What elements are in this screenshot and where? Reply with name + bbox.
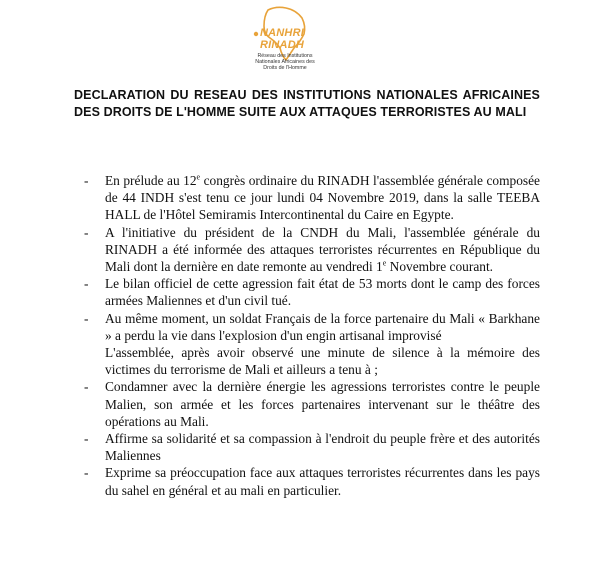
- list-item: [84, 378, 540, 430]
- list-bullet: -: [84, 379, 89, 395]
- list-bullet: -: [84, 431, 89, 447]
- list-item-text: Exprime sa préoccupation face aux attaques terroristes récurrentes dans les pays du sahel en général et au mali en particulier.: [105, 465, 540, 498]
- logo-name-rinadh: RINADH: [260, 39, 304, 51]
- list-item-text: En prélude au 12: [105, 173, 197, 188]
- list-bullet: -: [84, 465, 89, 481]
- list-item-text: A l'initiative du président de la CNDH du Mali, l'assemblée générale du RINADH a été informée des attaques terroristes récurrentes en République du Mali dont la dernière en date remonte au vendredi 1: [105, 224, 540, 275]
- list-paragraph: [84, 344, 540, 378]
- list-item-text: Au même moment, un soldat Français de la force partenaire du Mali « Barkhane » a perdu la vie dans l'explosion d'un engin artisanal improvisé: [105, 310, 540, 343]
- logo-name-nanhri: NANHRI: [260, 27, 304, 39]
- list-item-text: congrès ordinaire du RINADH l'assemblée générale composée de 44 INDH s'est tenu ce jour lundi 04 Novembre 2019, dans la salle TEEBA HALL de l'Hôtel Semiramis Intercontinental du Caire en Egypte.: [105, 173, 540, 223]
- list-item: [84, 172, 540, 224]
- list-item: [84, 275, 540, 309]
- list-item: [84, 224, 540, 276]
- logo-subtitle: Réseau des Institutions Nationales Africaines des Droits de l'Homme: [255, 53, 315, 71]
- list-bullet: -: [84, 173, 89, 188]
- list-item-text: Condamner avec la dernière énergie les agressions terroristes contre le peuple Malien, son armée et les forces partenaires intervenant sur le théâtre des opérations au Mali.: [105, 379, 540, 429]
- list-item-text: Le bilan officiel de cette agression fait état de 53 morts dont le camp des forces armées Maliennes et d'un civil tué.: [105, 276, 540, 309]
- ordinal-superscript: e: [196, 172, 201, 182]
- ordinal-superscript: e: [382, 258, 387, 268]
- list-item-text: Affirme sa solidarité et sa compassion à l'endroit du peuple frère et des autorités Maliennes: [105, 431, 540, 464]
- list-item: [84, 464, 540, 498]
- declaration-title: DECLARATION DU RESEAU DES INSTITUTIONS NATIONALES AFRICAINES DES DROITS DE L'HOMME SUITE AUX ATTAQUES TERRORISTES AU MALI: [74, 88, 540, 119]
- list-item: [84, 430, 540, 464]
- list-bullet: -: [84, 310, 89, 326]
- list-bullet: -: [84, 224, 89, 240]
- rinadh-logo: [246, 4, 318, 82]
- declaration-list: [84, 172, 540, 499]
- list-item-text: Novembre courant.: [386, 259, 494, 275]
- list-item: [84, 310, 540, 344]
- list-bullet: -: [84, 276, 89, 292]
- paragraph-text: L'assemblée, après avoir observé une minute de silence à la mémoire des victimes du terrorisme de Mali et ailleurs a tenu à ;: [105, 345, 540, 378]
